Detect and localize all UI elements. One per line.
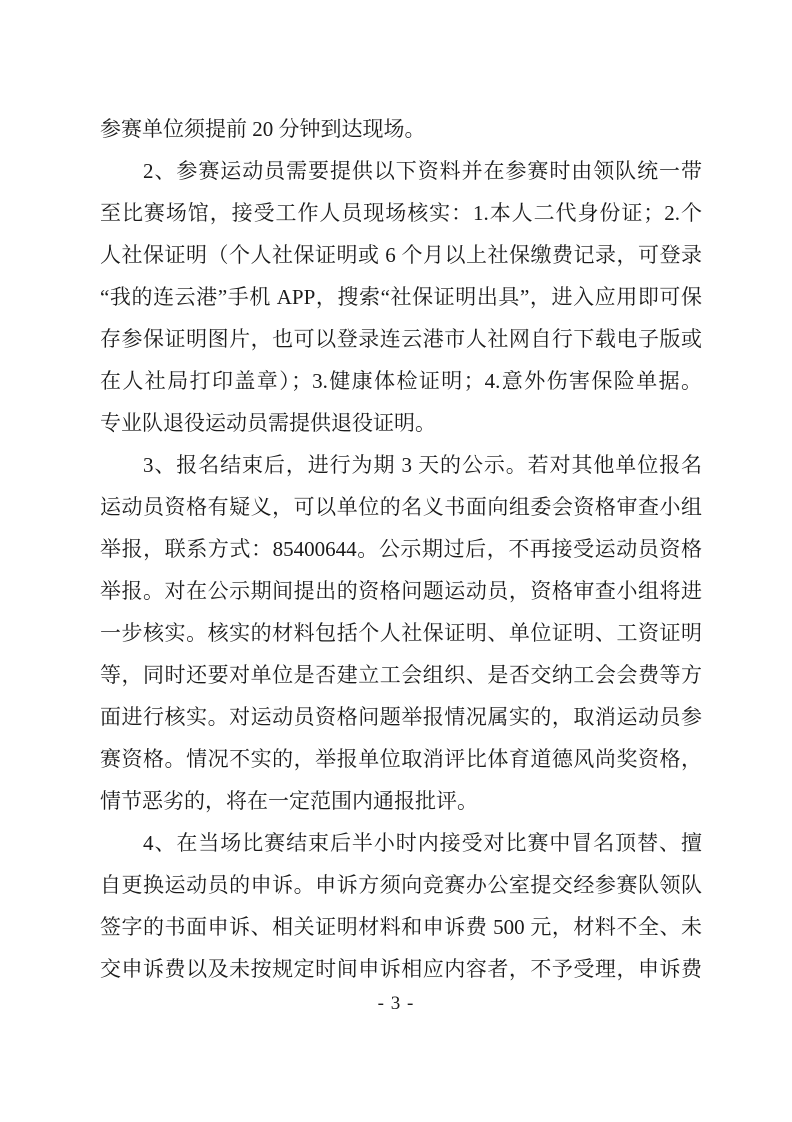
text-line: 人社保证明（个人社保证明或 6 个月以上社保缴费记录，可登录	[100, 243, 702, 267]
text-line: 运动员资格有疑义，可以单位的名义书面向组委会资格审查小组	[100, 495, 702, 519]
text-line: 举报。对在公示期间提出的资格问题运动员，资格审查小组将进	[100, 579, 702, 603]
text-line: 自更换运动员的申诉。申诉方须向竞赛办公室提交经参赛队领队	[100, 873, 702, 897]
text-line: 赛资格。情况不实的，举报单位取消评比体育道德风尚奖资格，	[100, 747, 702, 771]
text-line: 参赛单位须提前 20 分钟到达现场。	[100, 117, 426, 141]
text-line: 举报，联系方式：85400644。公示期过后，不再接受运动员资格	[100, 537, 702, 561]
text-line: 4、在当场比赛结束后半小时内接受对比赛中冒名顶替、擅	[143, 831, 702, 855]
text-line: 交申诉费以及未按规定时间申诉相应内容者，不予受理，申诉费	[100, 957, 702, 981]
text-line: 3、报名结束后，进行为期 3 天的公示。若对其他单位报名	[143, 453, 702, 477]
text-line: 在人社局打印盖章）；3.健康体检证明；4.意外伤害保险单据。	[100, 369, 702, 393]
text-line: 情节恶劣的，将在一定范围内通报批评。	[100, 789, 478, 813]
text-line: 面进行核实。对运动员资格问题举报情况属实的，取消运动员参	[100, 705, 702, 729]
text-line: 等，同时还要对单位是否建立工会组织、是否交纳工会会费等方	[100, 663, 702, 687]
text-line: 存参保证明图片，也可以登录连云港市人社网自行下载电子版或	[100, 327, 702, 351]
text-line: 一步核实。核实的材料包括个人社保证明、单位证明、工资证明	[100, 621, 702, 645]
text-line: 签字的书面申诉、相关证明材料和申诉费 500 元，材料不全、未	[100, 915, 702, 939]
text-line: 专业队退役运动员需提供退役证明。	[100, 411, 436, 435]
text-line: “我的连云港”手机 APP，搜索“社保证明出具”，进入应用即可保	[100, 285, 702, 309]
text-line: 2、参赛运动员需要提供以下资料并在参赛时由领队统一带	[143, 159, 702, 183]
page-number: - 3 -	[377, 993, 415, 1014]
text-line: 至比赛场馆，接受工作人员现场核实：1.本人二代身份证；2.个	[100, 201, 702, 225]
document-body	[100, 108, 702, 990]
